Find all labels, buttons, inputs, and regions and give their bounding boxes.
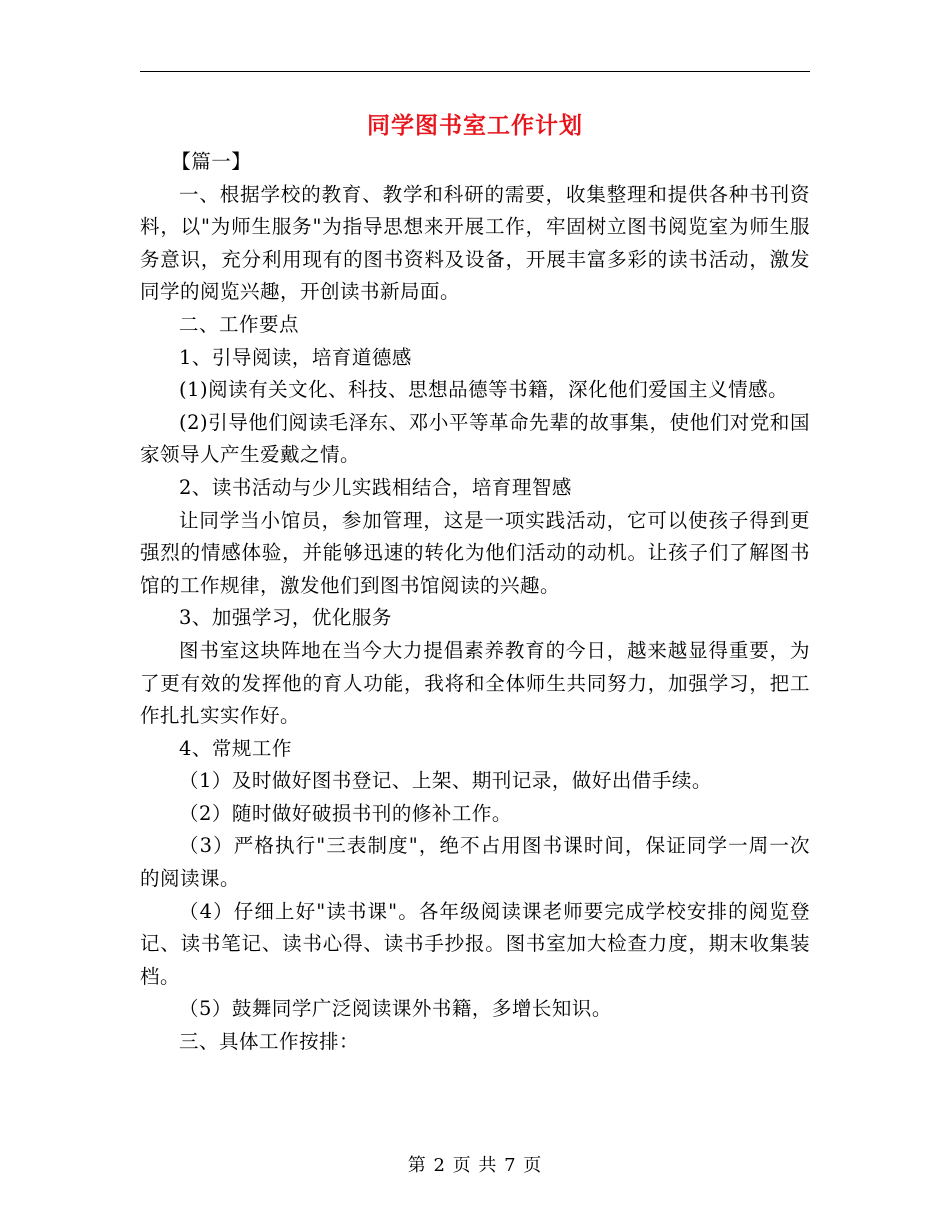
document-body	[140, 146, 810, 1059]
list-item: （2）随时做好破损书刊的修补工作。	[179, 801, 512, 825]
list-item: (2)引导他们阅读毛泽东、邓小平等革命先辈的故事集，使他们对党和国家领导人产生爱戴之情。	[140, 410, 810, 467]
list-item: （4）仔细上好"读书课"。各年级阅读课老师要完成学校安排的阅览登记、读书笔记、读书心得、读书手抄报。图书室加大检查力度，期末收集装档。	[140, 899, 810, 988]
list-item: （3）严格执行"三表制度"，绝不占用图书课时间，保证同学一周一次的阅读课。	[140, 834, 810, 891]
subsection-heading: 4、常规工作	[179, 736, 292, 760]
section-marker: 【篇一】	[171, 150, 252, 173]
document-title: 同学图书室工作计划	[367, 112, 583, 139]
header-rule	[140, 71, 810, 72]
paragraph: 图书室这块阵地在当今大力提倡素养教育的今日，越来越显得重要，为了更有效的发挥他的育人功能，我将和全体师生共同努力，加强学习，把工作扎扎实实作好。	[140, 638, 810, 728]
section-heading: 二、工作要点	[179, 312, 300, 336]
list-item: （1）及时做好图书登记、上架、期刊记录，做好出借手续。	[179, 769, 712, 793]
subsection-heading: 3、加强学习，优化服务	[179, 606, 392, 630]
page-number: 第 2 页 共 7 页	[407, 1155, 543, 1176]
paragraph: 让同学当小馆员，参加管理，这是一项实践活动，它可以使孩子得到更强烈的情感体验，并能够迅速的转化为他们活动的动机。让孩子们了解图书馆的工作规律，激发他们到图书馆阅读的兴趣。	[140, 508, 810, 597]
list-item: （5）鼓舞同学广泛阅读课外书籍，多增长知识。	[179, 997, 612, 1021]
paragraph: 一、根据学校的教育、教学和科研的需要，收集整理和提供各种书刊资料，以"为师生服务"为指导思想来开展工作，牢固树立图书阅览室为师生服务意识，充分利用现有的图书资料及设备，开展丰富多彩的读书活动，激发同学的阅览兴趣，开创读书新局面。	[140, 182, 810, 304]
section-heading: 三、具体工作按排：	[179, 1030, 360, 1054]
subsection-heading: 1、引导阅读，培育道德感	[179, 345, 412, 369]
list-item: (1)阅读有关文化、科技、思想品德等书籍，深化他们爱国主义情感。	[179, 378, 789, 402]
subsection-heading: 2、读书活动与少儿实践相结合，培育理智感	[179, 475, 572, 499]
